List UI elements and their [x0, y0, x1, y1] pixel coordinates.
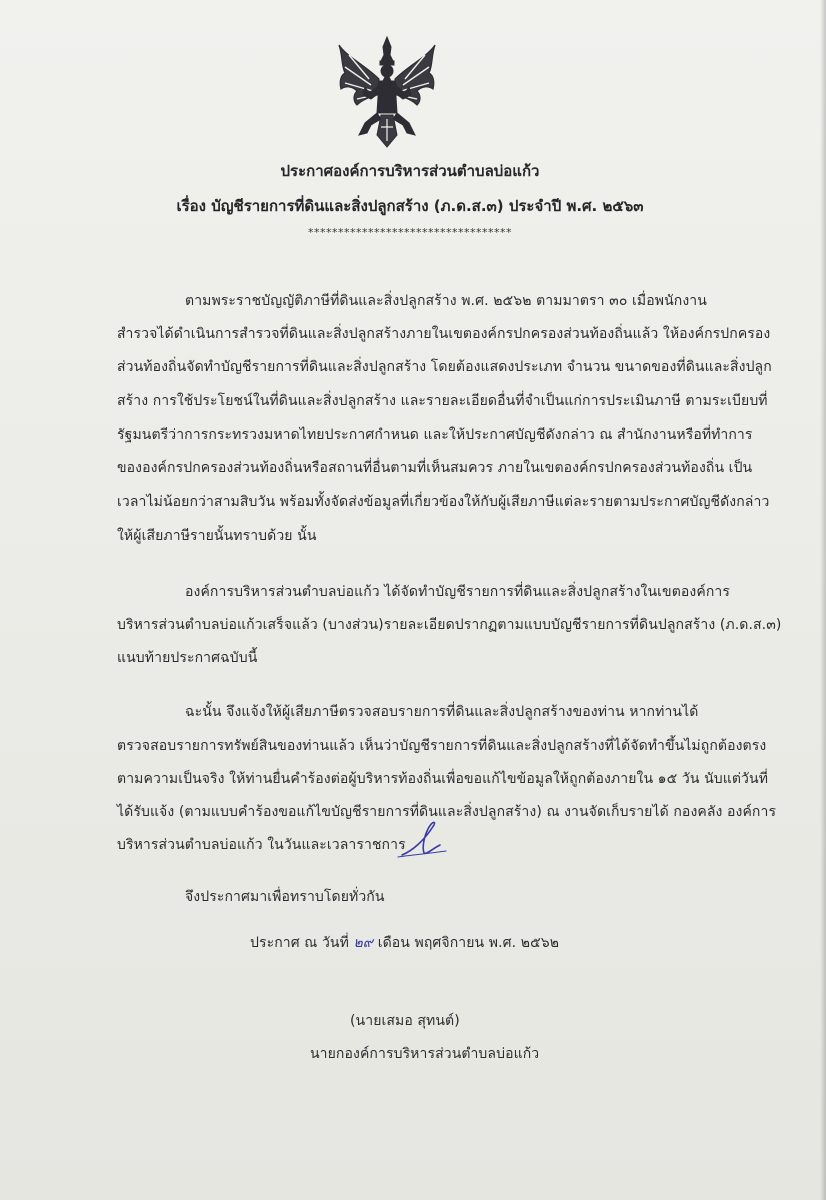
paragraph-1-line-1: ตามพระราชบัญญัติภาษีที่ดินและสิ่งปลูกสร้าง พ.ศ. ๒๕๖๒ ตามมาตรา ๓๐ เมื่อพนักงาน	[185, 293, 707, 309]
announcement-subject: เรื่อง บัญชีรายการที่ดินและสิ่งปลูกสร้าง (ภ.ด.ส.๓) ประจำปี พ.ศ. ๒๕๖๓	[176, 197, 644, 215]
paragraph-2-line-1: องค์การบริหารส่วนตำบลบ่อแก้ว ได้จัดทำบัญชีรายการที่ดินและสิ่งปลูกสร้างในเขตองค์การ	[185, 584, 730, 600]
garuda-emblem-icon	[335, 35, 439, 150]
date-prefix: ประกาศ ณ วันที่	[250, 935, 349, 951]
page-edge-shadow	[820, 0, 826, 1200]
handwritten-signature	[392, 815, 452, 860]
paragraph-1-line-4: สร้าง การใช้ประโยชน์ในที่ดินและสิ่งปลูกสร้าง และรายละเอียดอื่นที่จำเป็นแก่การประเมินภาษี ตามระเบียบที่	[117, 393, 768, 409]
paragraph-2-line-3: แนบท้ายประกาศฉบับนี้	[117, 650, 258, 666]
paragraph-1-line-6: ขององค์กรปกครองส่วนท้องถิ่นหรือสถานที่อื่นตามที่เห็นสมควร ภายในเขตองค์กรปกครองส่วนท้องถิ่น เป็น	[117, 460, 753, 476]
paragraph-1-line-2: สำรวจได้ดำเนินการสำรวจที่ดินและสิ่งปลูกสร้างภายในเขตองค์กรปกครองส่วนท้องถิ่นแล้ว ให้องค์กรปกครอง	[117, 326, 771, 342]
date-suffix: เดือน พฤศจิกายน พ.ศ. ๒๕๖๒	[377, 935, 560, 951]
closing-statement: จึงประกาศมาเพื่อทราบโดยทั่วกัน	[185, 889, 385, 905]
paragraph-3-line-5: บริหารส่วนตำบลบ่อแก้ว ในวันและเวลาราชการ	[117, 837, 406, 853]
announcement-title: ประกาศองค์การบริหารส่วนตำบลบ่อแก้ว	[280, 162, 540, 180]
paragraph-2-line-2: บริหารส่วนตำบลบ่อแก้วเสร็จแล้ว (บางส่วน)รายละเอียดปรากฏตามแบบบัญชีรายการที่ดินปลูกสร้าง (ภ.ด.ส.๓)	[117, 617, 782, 633]
separator-line: **********************************	[308, 226, 512, 239]
date-day-handwritten: ๒๙	[353, 935, 374, 951]
paragraph-1-line-8: ให้ผู้เสียภาษีรายนั้นทราบด้วย นั้น	[117, 528, 317, 544]
paragraph-1-line-7: เวลาไม่น้อยกว่าสามสิบวัน พร้อมทั้งจัดส่งข้อมูลที่เกี่ยวข้องให้กับผู้เสียภาษีแต่ละรายตามประกาศบัญชีดังกล่าว	[117, 494, 770, 510]
paragraph-3-line-4: ได้รับแจ้ง (ตามแบบคำร้องขอแก้ไขบัญชีรายการที่ดินและสิ่งปลูกสร้าง) ณ งานจัดเก็บรายได้ กองคลัง องค์การ	[117, 804, 777, 820]
paragraph-3-line-3: ตามความเป็นจริง ให้ท่านยื่นคำร้องต่อผู้บริหารท้องถิ่นเพื่อขอแก้ไขข้อมูลให้ถูกต้องภายใน ๑๕ วัน นับแต่วันที่	[117, 771, 769, 787]
paragraph-1-line-3: ส่วนท้องถิ่นจัดทำบัญชีรายการที่ดินและสิ่งปลูกสร้าง โดยต้องแสดงประเภท จำนวน ขนาดของที่ดินและสิ่งปลูก	[117, 359, 772, 375]
paragraph-3-line-2: ตรวจสอบรายการทรัพย์สินของท่านแล้ว เห็นว่าบัญชีรายการที่ดินและสิ่งปลูกสร้างที่ได้จัดทำขึ้นไม่ถูกต้องตรง	[117, 738, 767, 754]
paragraph-3-line-1: ฉะนั้น จึงแจ้งให้ผู้เสียภาษีตรวจสอบรายการที่ดินและสิ่งปลูกสร้างของท่าน หากท่านได้	[185, 704, 699, 720]
signatory-name: (นายเสมอ สุทนต์)	[350, 1013, 460, 1029]
announcement-date	[250, 932, 559, 954]
paragraph-1-line-5: รัฐมนตรีว่าการกระทรวงมหาดไทยประกาศกำหนด และให้ประกาศบัญชีดังกล่าว ณ สำนักงานหรือที่ทำการ	[117, 427, 753, 443]
signatory-position: นายกองค์การบริหารส่วนตำบลบ่อแก้ว	[310, 1046, 540, 1062]
